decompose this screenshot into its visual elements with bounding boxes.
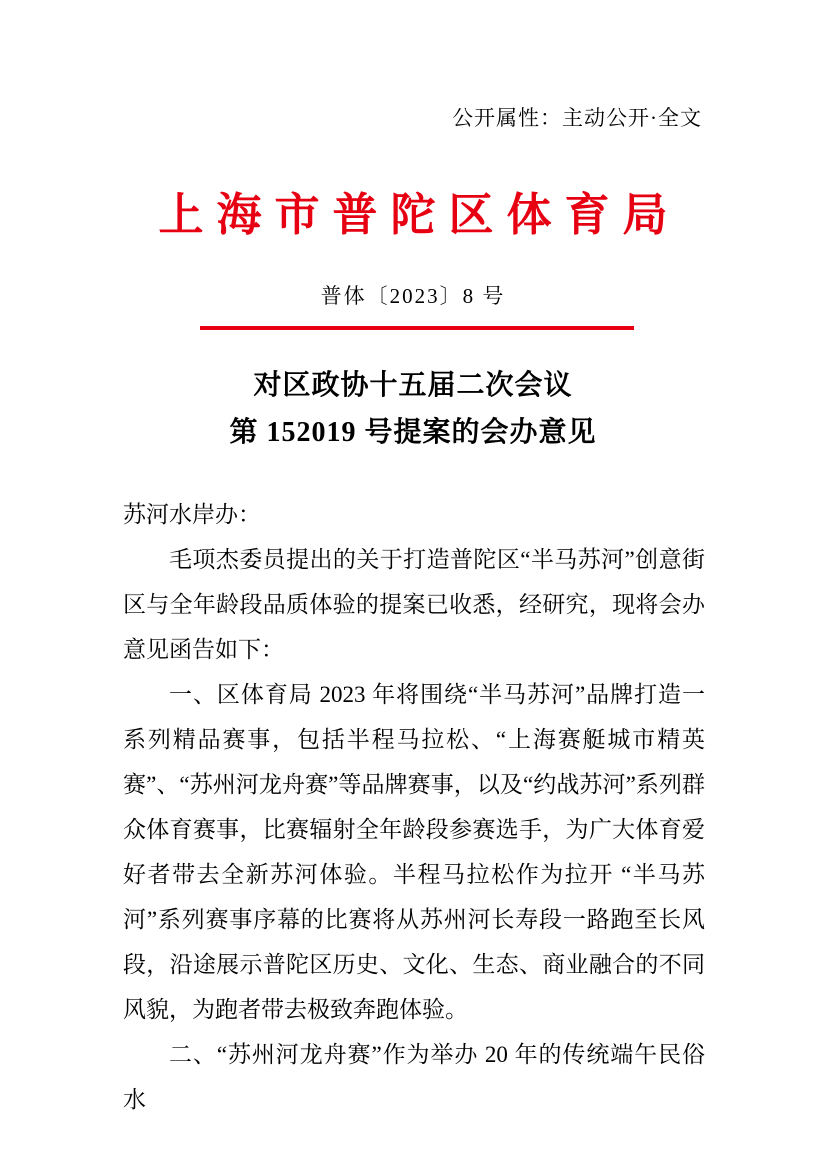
salutation: 苏河水岸办： — [123, 502, 261, 527]
document-title-line-1: 对区政协十五届二次会议 — [253, 370, 573, 401]
red-divider-line — [200, 326, 634, 330]
document-body — [123, 492, 705, 1122]
document-title-line-2: 第 152019 号提案的会办意见 — [229, 417, 597, 448]
publicity-attribute: 公开属性：主动公开·全文 — [452, 106, 702, 130]
document-number: 普体〔2023〕8 号 — [320, 284, 506, 308]
paragraph-item-2: 二、“苏州河龙舟赛”作为举办 20 年的传统端午民俗水 — [123, 1042, 705, 1112]
document-title — [0, 362, 826, 456]
paragraph-intro: 毛项杰委员提出的关于打造普陀区“半马苏河”创意街区与全年龄段品质体验的提案已收悉，经研究，现将会办意见函告如下： — [123, 547, 705, 662]
paragraph-item-1: 一、区体育局 2023 年将围绕“半马苏河”品牌打造一系列精品赛事，包括半程马拉松、“上海赛艇城市精英赛”、“苏州河龙舟赛”等品牌赛事，以及“约战苏河”系列群众体育赛事，比赛辐射全年龄段参赛选手，为广大体育爱好者带去全新苏河体验。半程马拉松作为拉开 “半马苏河”系列赛事序幕的比赛将从苏州河长寿段一路跑至长风段，沿途展示普陀区历史、文化、生态、商业融合的不同风貌，为跑者带去极致奔跑体验。 — [123, 682, 705, 1022]
issuing-agency-header: 上海市普陀区体育局 — [158, 190, 681, 240]
